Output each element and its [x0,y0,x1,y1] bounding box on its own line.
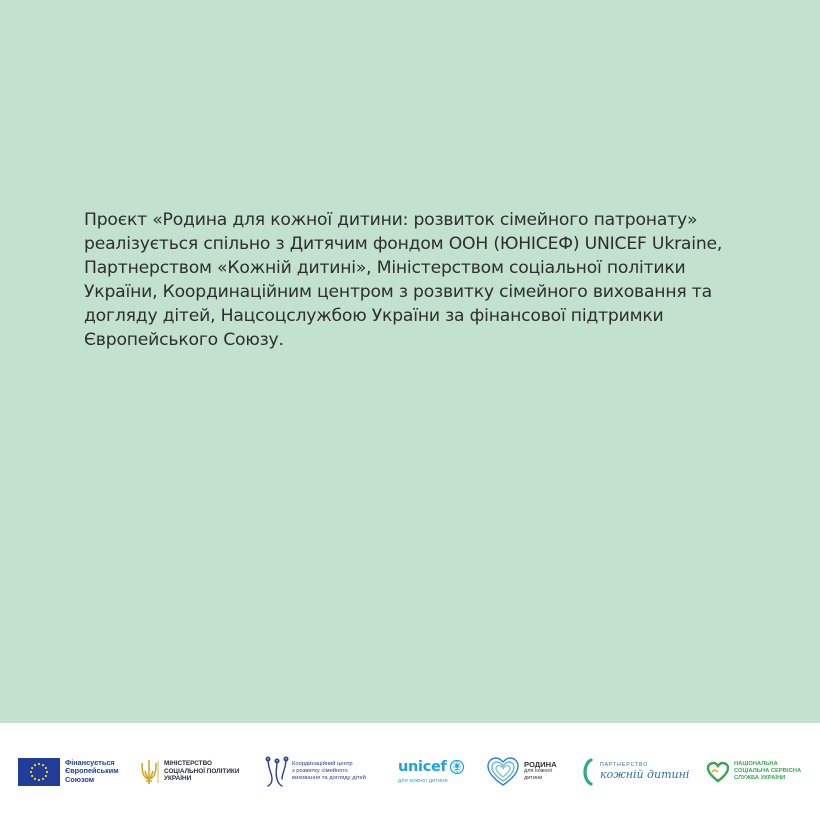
project-description: Проєкт «Родина для кожної дитини: розвиток сімейного патронату» реалізується спільно з Дитячим фондом ООН (ЮНІСЕФ) UNICEF Ukraine, Партнерством «Кожній дитині», Міністерством соціальної політики України, Координаційним центром з розвитку сімейного виховання та догляду дітей, Нацсоцслужбою України за фінансової підтримки Європейського Союзу. [84,210,723,350]
unicef-logo [398,723,465,820]
ministry-logo [138,723,239,820]
unicef-emblem-icon [449,759,465,775]
partnership-big-text: кожній дитині [600,768,690,781]
rodyna-logo-text [524,759,557,781]
partnership-logo-text [600,762,689,781]
partner-logos-footer [0,723,820,820]
green-heart-icon [706,761,730,783]
coordination-center-logo [264,723,366,820]
eu-line-1: Фінансується [65,757,115,767]
rodyna-logo [487,723,557,820]
coordination-line-3: виховання та догляду дітей [292,774,366,781]
rodyna-line-1: для кожної [524,768,553,775]
eu-line-3: Союзом [65,774,95,784]
social-service-logo-text [734,761,801,781]
trident-icon [138,757,160,787]
unicef-wordmark: unicef [398,759,447,775]
ministry-line-1: МІНІСТЕРСТВО [164,760,213,768]
partnership-logo [580,723,689,820]
eu-line-2: Європейським [65,766,119,776]
social-service-line-2: СОЦІАЛЬНА СЕРВІСНА [734,768,802,775]
ministry-logo-text [164,760,239,783]
partnership-small-text: ПАРТНЕРСТВО [600,762,649,768]
coordination-center-text [292,761,366,781]
coordination-line-1: Координаційний центр [292,761,353,768]
partnership-bracket-icon [580,758,594,786]
social-service-logo [706,723,801,820]
social-service-line-1: НАЦІОНАЛЬНА [734,761,778,768]
unicef-tagline: для кожної дитини [398,778,448,784]
rodyna-line-2: дитини [524,774,543,781]
heart-house-icon [487,757,519,787]
unicef-wordmark-row [398,759,465,775]
eu-logo [18,723,119,820]
ministry-line-3: УКРАЇНИ [164,775,192,783]
rodyna-title: РОДИНА [524,759,557,769]
coordination-line-2: з розвитку сімейного [292,768,348,775]
eu-flag-icon [18,758,60,786]
coordination-center-icon [264,755,290,789]
eu-logo-text [65,759,119,785]
social-service-line-3: СЛУЖБА УКРАЇНИ [734,774,786,781]
ministry-line-2: СОЦІАЛЬНОЇ ПОЛІТИКИ [164,767,240,775]
